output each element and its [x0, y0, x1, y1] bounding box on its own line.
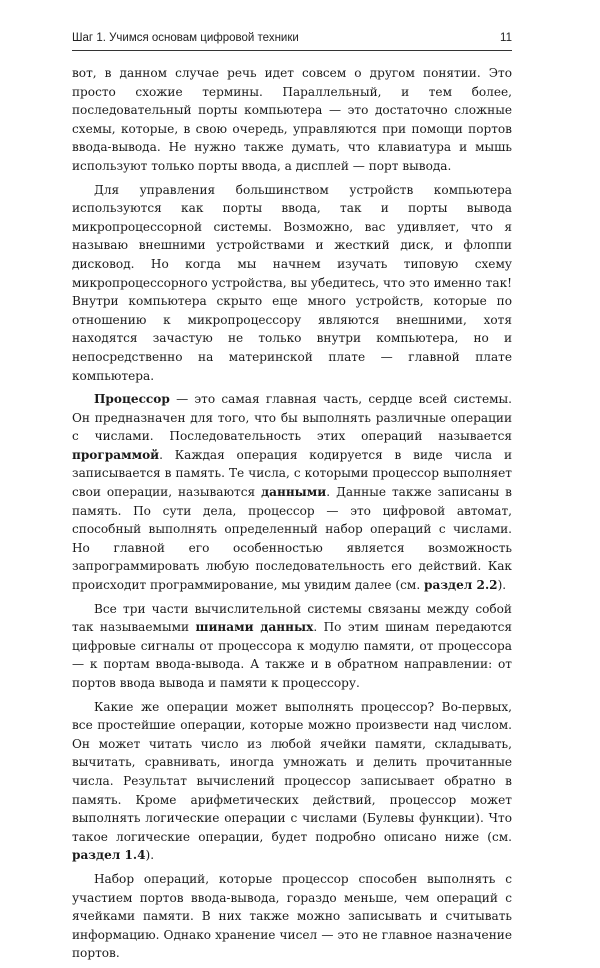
paragraph-data-buses: [72, 600, 512, 693]
text-span: Для управления большинством устройств компьютера используются как порты ввода, так и порты вывода микропроцессорной системы. Возможно, вас удивляет, что я называю внешними устройствами и жесткий диск, и флоппи дисковод. Но когда мы начнем изучать типовую схему микропроцессорного устройства, вы убедитесь, что это именно так! Внутри компьютера скрыто еще много устройств, которые по отношению к микропроцессору являются внешними, хотя находятся зачастую не только внутри компьютера, но и непосредственно на материнской плате — главной плате компьютера.: [72, 182, 512, 383]
text-span: . Каждая операция кодируется в виде числа и записывается в память. Те числа, с которыми процессор выполняет свои операции, называются: [72, 447, 512, 500]
term-data: данными: [261, 485, 327, 500]
term-data-buses: шинами данных: [195, 620, 314, 635]
paragraph-operations: [72, 698, 512, 865]
text-span: Набор операций, которые процессор способен выполнять с участием портов ввода-вывода, гораздо меньше, чем операций с ячейками памяти. В них также можно записывать и считывать информацию. Однако хранение чисел — это не главное назначение портов.: [72, 871, 512, 961]
paragraph-port-operations: [72, 870, 512, 963]
paragraph-ports-terms: [72, 64, 512, 176]
text-span: ).: [145, 848, 155, 863]
section-reference: раздел 2.2: [424, 578, 498, 593]
text-span: . По этим шинам передаются цифровые сигналы от процессора к модулю памяти, от процессора — к портам ввода-вывода. А также и в обратном направлении: от портов ввода вывода и памяти к процессору.: [72, 620, 512, 690]
term-program: программой: [72, 447, 160, 462]
paragraph-processor: [72, 390, 512, 595]
text-span: Какие же операции может выполнять процессор? Во-первых, все простейшие операции, которые можно произвести над числом. Он может читать число из любой ячейки памяти, складывать, вычитать, сравнивать, иногда умножать и делить прочитанные числа. Результат вычислений процессор записывает обратно в память. Кроме арифметических действий, процессор может выполнять логические операции с числами (Булевы функции). Что такое логические операции, будет подробно описано ниже (см.: [72, 699, 512, 844]
text-span: вот, в данном случае речь идет совсем о другом понятии. Это просто схожие термины. Параллельный, и тем более, последовательный порты компьютера — это достаточно сложные схемы, которые, в свою очередь, управляются при помощи портов ввода-вывода. Не нужно также думать, что клавиатура и мышь используют только порты ввода, а дисплей — порт вывода.: [72, 66, 512, 173]
header-rule: [72, 50, 512, 51]
section-reference: раздел 1.4: [72, 848, 146, 863]
text-span: ).: [497, 578, 507, 593]
paragraph-external-devices: [72, 181, 512, 386]
chapter-title: Шаг 1. Учимся основам цифровой техники: [72, 32, 299, 44]
body-text: [72, 64, 512, 968]
text-span: . Данные также записаны в память. По сути дела, процессор — это цифровой автомат, способный выполнять определенный набор операций с числами. Но главной его особенностью является возможность запрограммировать любую последовательность его действий. Как происходит программирование, мы увидим далее (см.: [72, 485, 512, 593]
text-span: — это самая главная часть, сердце всей системы. Он предназначен для того, что бы выполнять различные операции с числами. Последовательность этих операций называется: [72, 392, 512, 444]
running-header: [72, 30, 512, 48]
text-span: Все три части вычислительной системы связаны между собой так называемыми: [72, 601, 512, 635]
page-number: 11: [500, 32, 512, 44]
term-processor: Процессор: [94, 392, 170, 407]
